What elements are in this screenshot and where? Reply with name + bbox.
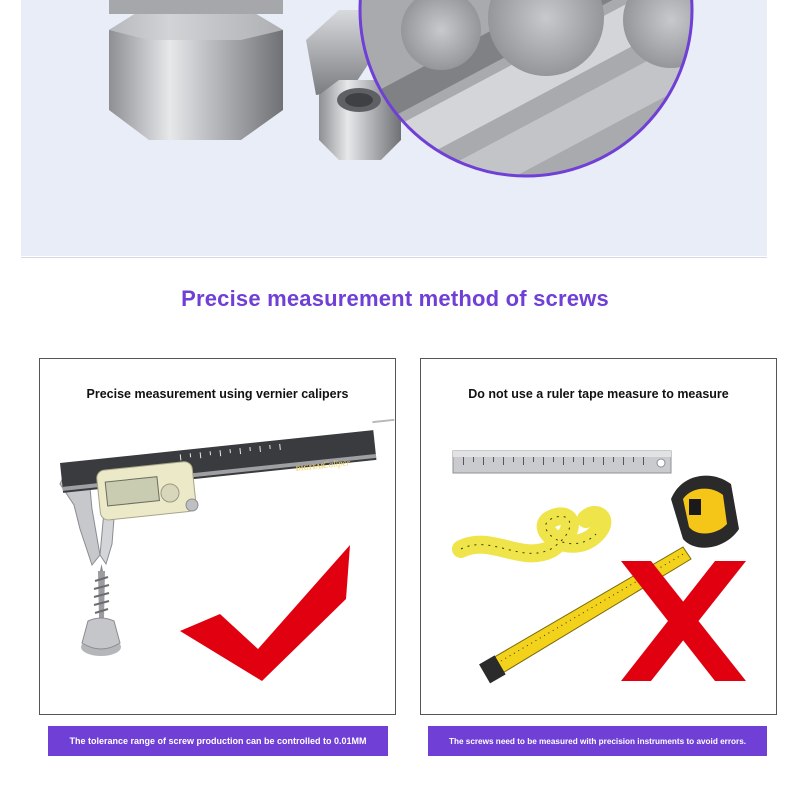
screw [81, 564, 121, 656]
cross-mark-icon [621, 561, 746, 681]
hero-divider [21, 257, 767, 258]
note-tolerance: The tolerance range of screw production can be controlled to 0.01MM [48, 726, 388, 756]
panel-wrong-method [420, 358, 777, 715]
hero-product-image [21, 0, 767, 256]
hex-nut-large [109, 0, 283, 140]
caliper-illustration [40, 359, 395, 714]
panel-correct-method [39, 358, 396, 715]
section-title: Precise measurement method of screws [181, 286, 609, 311]
vernier-caliper [60, 419, 394, 565]
panel-correct-caption: Precise measurement using vernier calipers [86, 387, 349, 401]
magnified-rods [343, 0, 727, 233]
panel-wrong-caption: Do not use a ruler tape measure to measure [468, 387, 729, 401]
hero-illustration [21, 0, 767, 256]
steel-ruler [453, 451, 671, 473]
caliper-brand-script: Caliper [322, 457, 351, 470]
caliper-brand-label: DIGITAL [295, 461, 326, 473]
tailor-tape [461, 515, 602, 553]
check-mark-icon [180, 545, 350, 681]
note-precision: The screws need to be measured with precision instruments to avoid errors. [428, 726, 767, 756]
ruler-tape-illustration [421, 359, 776, 714]
